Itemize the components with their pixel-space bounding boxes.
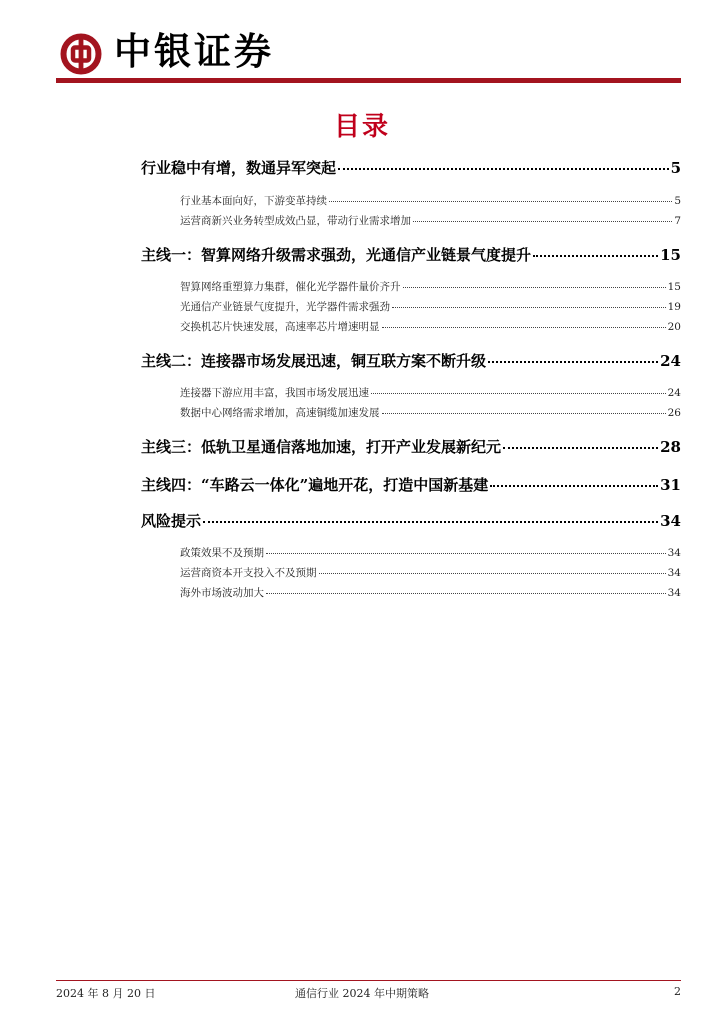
bank-of-china-logo-icon	[60, 33, 102, 75]
footer-date: 2024 年 8 月 20 日	[56, 987, 156, 1000]
toc-leader-dots	[371, 393, 666, 394]
toc-entry-title: 光通信产业链景气度提升，光学器件需求强劲	[180, 301, 390, 313]
toc-section-entry[interactable]	[141, 510, 681, 531]
toc-title: 目录	[333, 112, 390, 142]
toc-entry-page-number: 5	[674, 195, 681, 207]
toc-subsection-entry[interactable]	[180, 585, 681, 600]
toc-entry-title: 行业基本面向好，下游变革持续	[180, 195, 327, 207]
toc-entry-page-number: 20	[667, 321, 681, 333]
brand-name: 中银证券	[114, 29, 274, 73]
toc-section-entry[interactable]	[141, 436, 681, 457]
toc-entry-title: 连接器下游应用丰富，我国市场发展迅速	[180, 387, 369, 399]
toc-entry-page-number: 24	[667, 387, 681, 399]
toc-entry-page-number: 31	[660, 476, 681, 494]
toc-entry-title: 主线一：智算网络升级需求强劲，光通信产业链景气度提升	[141, 246, 532, 264]
toc-leader-dots	[490, 485, 658, 487]
toc-leader-dots	[329, 201, 672, 202]
toc-entry-title: 政策效果不及预期	[180, 547, 264, 559]
toc-entry-title: 主线四：“车路云一体化”遍地开花，打造中国新基建	[141, 476, 489, 494]
toc-entry-page-number: 15	[667, 281, 681, 293]
toc-entry-page-number: 15	[660, 246, 681, 264]
toc-leader-dots	[319, 573, 666, 574]
toc-subsection-entry[interactable]	[180, 193, 681, 208]
page-header	[0, 0, 724, 90]
toc-entry-title: 运营商资本开支投入不及预期	[180, 567, 317, 579]
toc-leader-dots	[203, 521, 658, 523]
toc-entry-page-number: 28	[660, 438, 681, 456]
toc-entry-page-number: 24	[660, 352, 681, 370]
footer-divider	[56, 980, 681, 981]
footer-report-title: 通信行业 2024 年中期策略	[295, 987, 429, 1000]
toc-section-entry[interactable]	[141, 244, 681, 265]
toc-entry-page-number: 19	[667, 301, 681, 313]
toc-entry-title: 海外市场波动加大	[180, 587, 264, 599]
toc-entry-title: 行业稳中有增，数通异军突起	[141, 159, 337, 177]
toc-entry-page-number: 26	[667, 407, 681, 419]
toc-leader-dots	[338, 168, 669, 170]
toc-subsection-entry[interactable]	[180, 279, 681, 294]
toc-leader-dots	[413, 221, 672, 222]
toc-section-entry[interactable]	[141, 474, 681, 495]
toc-subsection-entry[interactable]	[180, 299, 681, 314]
toc-leader-dots	[392, 307, 666, 308]
toc-leader-dots	[266, 553, 666, 554]
toc-subsection-entry[interactable]	[180, 405, 681, 420]
toc-entry-page-number: 34	[667, 547, 681, 559]
toc-section-entry[interactable]	[141, 350, 681, 371]
footer-page-number: 2	[674, 985, 681, 998]
toc-entry-title: 数据中心网络需求增加，高速铜缆加速发展	[180, 407, 380, 419]
toc-subsection-entry[interactable]	[180, 213, 681, 228]
toc-leader-dots	[382, 327, 666, 328]
toc-subsection-entry[interactable]	[180, 565, 681, 580]
toc-entry-title: 交换机芯片快速发展，高速率芯片增速明显	[180, 321, 380, 333]
toc-leader-dots	[488, 361, 658, 363]
toc-entry-page-number: 34	[667, 567, 681, 579]
toc-leader-dots	[403, 287, 666, 288]
toc-leader-dots	[382, 413, 666, 414]
toc-entry-page-number: 5	[670, 159, 681, 177]
toc-entry-title: 主线三：低轨卫星通信落地加速，打开产业发展新纪元	[141, 438, 502, 456]
toc-subsection-entry[interactable]	[180, 385, 681, 400]
toc-entry-page-number: 7	[674, 215, 681, 227]
toc-leader-dots	[503, 447, 658, 449]
toc-leader-dots	[533, 255, 658, 257]
toc-entry-title: 运营商新兴业务转型成效凸显，带动行业需求增加	[180, 215, 411, 227]
toc-leader-dots	[266, 593, 666, 594]
toc-entry-title: 风险提示	[141, 512, 202, 530]
toc-entry-page-number: 34	[667, 587, 681, 599]
toc-subsection-entry[interactable]	[180, 319, 681, 334]
toc-section-entry[interactable]	[141, 157, 681, 178]
toc-entry-page-number: 34	[660, 512, 681, 530]
toc-subsection-entry[interactable]	[180, 545, 681, 560]
toc-entry-title: 主线二：连接器市场发展迅速，铜互联方案不断升级	[141, 352, 487, 370]
header-divider	[56, 78, 681, 83]
toc-entry-title: 智算网络重塑算力集群，催化光学器件量价齐升	[180, 281, 401, 293]
